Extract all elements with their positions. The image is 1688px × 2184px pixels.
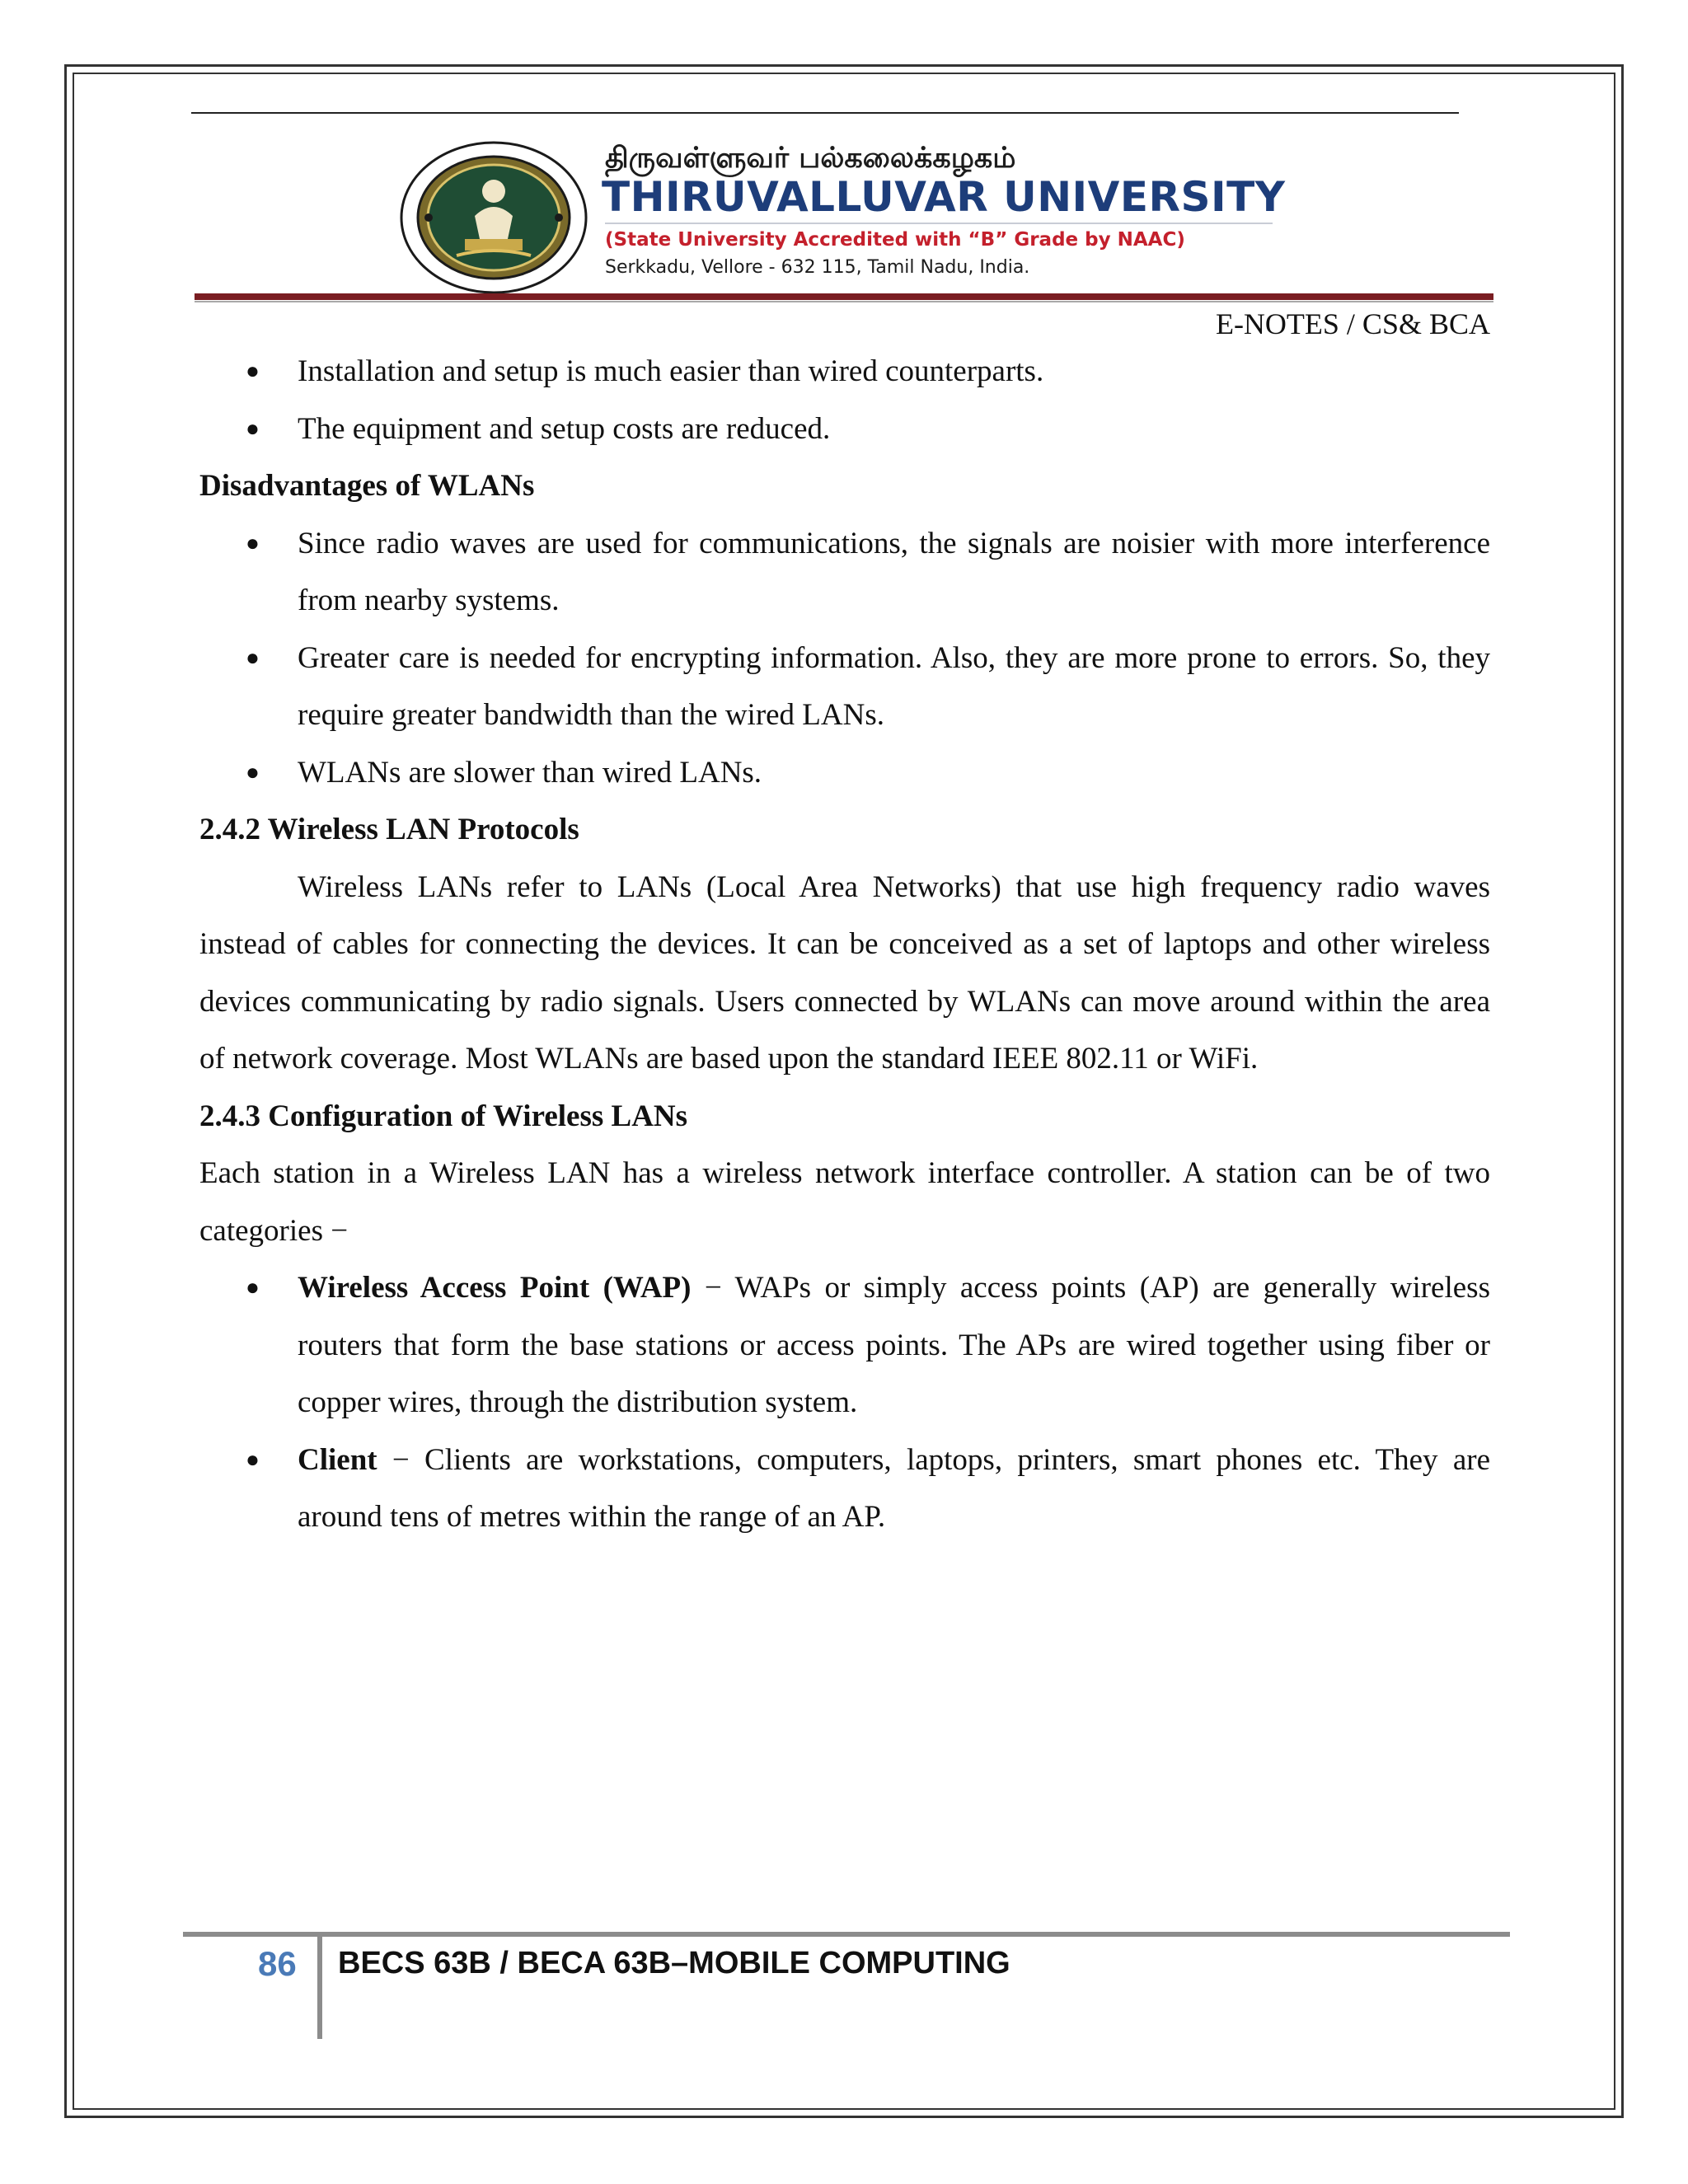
protocols-heading: 2.4.2 Wireless LAN Protocols (199, 813, 579, 846)
list-item (199, 1432, 1490, 1546)
disadvantages-heading: Disadvantages of WLANs (199, 469, 535, 503)
list-item (199, 1259, 1490, 1432)
category-description: − Clients are workstations, computers, laptops, printers, smart phones etc. They are around tens of metres within the range of an AP. (298, 1442, 1490, 1534)
list-item: ● WLANs are slower than wired LANs. (199, 744, 1490, 802)
course-title: BECS 63B / BECA 63B–MOBILE COMPUTING (338, 1946, 1010, 1980)
accreditation-text: (State University Accredited with “B” Grade by NAAC) (605, 229, 1185, 251)
configuration-paragraph: Each station in a Wireless LAN has a wireless network interface controller. A station can be of two categories − (199, 1156, 1490, 1248)
university-name-underline (605, 223, 1273, 224)
page-number: 86 (258, 1944, 297, 1983)
configuration-heading: 2.4.3 Configuration of Wireless LANs (199, 1099, 688, 1133)
university-address: Serkkadu, Vellore - 632 115, Tamil Nadu, India. (605, 257, 1030, 278)
footer-rule (183, 1932, 1510, 1937)
disadvantages-list (199, 515, 1490, 802)
station-categories-list (199, 1259, 1490, 1546)
bullet-icon: ● (246, 1275, 260, 1301)
bullet-icon: ● (246, 359, 260, 384)
advantages-list (199, 343, 1490, 457)
university-seal-icon (399, 140, 588, 295)
university-tamil-name: திருவள்ளுவர் பல்கலைக்கழகம் (605, 142, 1016, 175)
category-term: Wireless Access Point (WAP) (298, 1271, 692, 1305)
bullet-icon: ● (246, 644, 260, 671)
header-top-rule (191, 112, 1459, 114)
bullet-icon: ● (246, 1446, 260, 1473)
list-item: ● Installation and setup is much easier than wired counterparts. (199, 343, 1490, 401)
header-divider-shadow (195, 301, 1493, 302)
list-item: ● Greater care is needed for encrypting information. Also, they are more prone to errors. So, they require greater bandwidth than the wired LANs. (199, 630, 1490, 744)
bullet-icon: ● (246, 415, 260, 442)
bullet-icon: ● (246, 759, 260, 785)
category-description: − WAPs or simply access points (AP) are generally wireless routers that form the base stations or access points. The APs are wired together using fiber or copper wires, through the distribution system. (298, 1271, 1490, 1419)
page-content (199, 343, 1490, 1546)
protocols-paragraph: Wireless LANs refer to LANs (Local Area Networks) that use high frequency radio waves instead of cables for connecting the devices. It can be conceived as a set of laptops and other wireless devices communicating by radio signals. Users connected by WLANs can move around within the area of network coverage. Most WLANs are based upon the standard IEEE 802.11 or WiFi. (199, 869, 1490, 1076)
footer-divider (317, 1937, 322, 2039)
bullet-icon: ● (246, 530, 260, 556)
category-term: Client (298, 1442, 377, 1477)
list-item: ● Since radio waves are used for communications, the signals are noisier with more interference from nearby systems. (199, 515, 1490, 630)
list-item: ● The equipment and setup costs are reduced. (199, 401, 1490, 458)
notes-label: E-NOTES / CS& BCA (1215, 307, 1490, 340)
university-name: THIRUVALLUVAR UNIVERSITY (602, 173, 1286, 221)
header-divider-bar (195, 293, 1493, 300)
